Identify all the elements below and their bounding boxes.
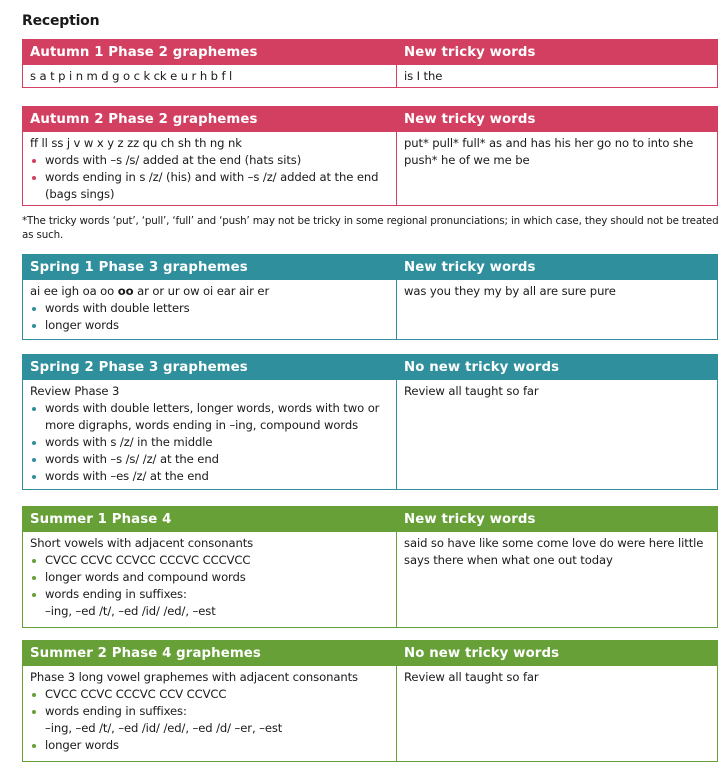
list-item: words ending in suffixes: –ing, –ed /t/, –ed /id/ /ed/, –ed /d/ –er, –est <box>30 703 390 737</box>
tricky-words-cell <box>397 666 718 762</box>
tricky-heading: New tricky words <box>397 255 718 280</box>
list-item: longer words and compound words <box>30 569 390 586</box>
tricky-words-text: Review all taught so far <box>404 384 539 398</box>
page-title: Reception <box>22 13 100 29</box>
tricky-words-cell <box>397 532 718 628</box>
footnote: *The tricky words ‘put’, ‘pull’, ‘full’ and ‘push’ may not be tricky in some regional pronunciations; in which case, they should not be treated as such. <box>22 215 719 241</box>
section-heading: Spring 1 Phase 3 graphemes <box>23 255 397 280</box>
section-heading: Autumn 2 Phase 2 graphemes <box>23 107 397 132</box>
graphemes-text: Phase 3 long vowel graphemes with adjacent consonants <box>30 670 358 684</box>
section-spring-2 <box>22 354 717 490</box>
tricky-heading: New tricky words <box>397 107 718 132</box>
tricky-heading: New tricky words <box>397 507 718 532</box>
tricky-words-text: was you they my by all are sure pure <box>404 284 616 298</box>
tricky-heading: New tricky words <box>397 40 718 65</box>
section-autumn-1 <box>22 39 717 88</box>
tricky-heading: No new tricky words <box>397 355 718 380</box>
bullet-list <box>30 152 390 203</box>
graphemes-cell <box>23 132 397 206</box>
list-item: words with –s /s/ added at the end (hats sits) <box>30 152 390 169</box>
list-item: words with double letters, longer words, words with two or more digraphs, words ending in –ing, compound words <box>30 400 390 434</box>
list-item: words with –s /s/ /z/ at the end <box>30 451 390 468</box>
tricky-words-cell <box>397 280 718 340</box>
list-item: CVCC CCVC CCVCC CCCVC CCCVCC <box>30 552 390 569</box>
graphemes-text: Short vowels with adjacent consonants <box>30 536 254 550</box>
graphemes-text: ff ll ss j v w x y z zz qu ch sh th ng nk <box>30 136 242 150</box>
list-item: longer words <box>30 737 390 754</box>
list-item: words with double letters <box>30 300 390 317</box>
suffix-line: –ing, –ed /t/, –ed /id/ /ed/, –ed /d/ –er, –est <box>45 721 283 735</box>
tricky-words-text: Review all taught so far <box>404 670 539 684</box>
list-item: words ending in s /z/ (his) and with –s /z/ added at the end (bags sings) <box>30 169 390 203</box>
tricky-words-cell <box>397 65 718 88</box>
list-item: longer words <box>30 317 390 334</box>
graphemes-text: ai ee igh oa oo oo ar or ur ow oi ear air er <box>30 284 270 298</box>
section-summer-1 <box>22 506 717 628</box>
section-heading: Autumn 1 Phase 2 graphemes <box>23 40 397 65</box>
list-item: words ending in suffixes: –ing, –ed /t/, –ed /id/ /ed/, –est <box>30 586 390 620</box>
bold-grapheme: oo <box>117 284 134 298</box>
section-heading: Spring 2 Phase 3 graphemes <box>23 355 397 380</box>
tricky-words-text: put* pull* full* as and has his her go no to into she push* he of we me be <box>404 136 694 167</box>
graphemes-cell <box>23 380 397 490</box>
tricky-words-text: said so have like some come love do were here little says there when what one out today <box>404 536 704 567</box>
tricky-words-text: is I the <box>404 69 443 83</box>
suffix-line: –ing, –ed /t/, –ed /id/ /ed/, –est <box>45 604 216 618</box>
tricky-heading: No new tricky words <box>397 641 718 666</box>
bullet-list <box>30 400 390 485</box>
bullet-list <box>30 686 390 754</box>
graphemes-text: s a t p i n m d g o c k ck e u r h b f l <box>30 69 233 83</box>
bullet-list <box>30 300 390 334</box>
bullet-list <box>30 552 390 620</box>
graphemes-cell <box>23 666 397 762</box>
graphemes-text: Review Phase 3 <box>30 384 120 398</box>
tricky-words-cell <box>397 380 718 490</box>
graphemes-cell <box>23 65 397 88</box>
section-summer-2 <box>22 640 717 762</box>
section-heading: Summer 2 Phase 4 graphemes <box>23 641 397 666</box>
tricky-words-cell <box>397 132 718 206</box>
list-item: CVCC CCVC CCCVC CCV CCVCC <box>30 686 390 703</box>
section-spring-1 <box>22 254 717 340</box>
section-autumn-2 <box>22 106 717 206</box>
section-heading: Summer 1 Phase 4 <box>23 507 397 532</box>
list-item: words with –es /z/ at the end <box>30 468 390 485</box>
graphemes-cell <box>23 280 397 340</box>
list-item: words with s /z/ in the middle <box>30 434 390 451</box>
graphemes-cell <box>23 532 397 628</box>
